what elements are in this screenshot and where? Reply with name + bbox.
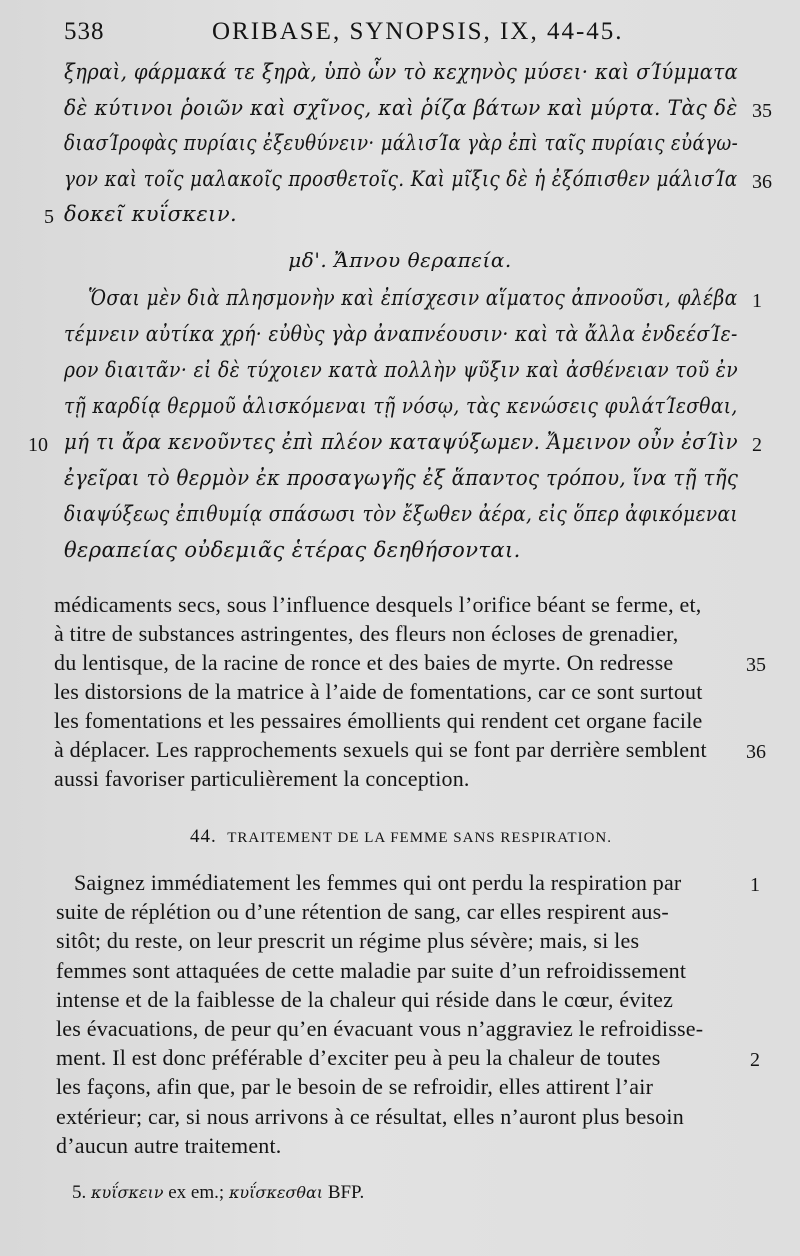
footnote [72, 1182, 364, 1204]
french-section-title [190, 826, 612, 848]
section-heading: TRAITEMENT DE LA FEMME SANS RESPIRATION. [227, 830, 612, 846]
text-line: aussi favoriser particulièrement la conception. [54, 766, 470, 791]
text-line: les fomentations et les pessaires émollients qui rendent cet organe facile [54, 708, 703, 733]
text-line: ρον διαιτᾶν· εἰ δὲ τύχοιεν κατὰ πολλὴν ψῦξιν καὶ ἀσθένειαν τοῦ ἐν [64, 358, 739, 382]
text-line: ἐγεῖραι τὸ θερμὸν ἐκ προσαγωγῆς ἐξ ἅπαντος τρόπου, ἵνα τῇ τῆς [64, 466, 739, 490]
text-line: à déplacer. Les rapprochements sexuels qui se font par derrière semblent [54, 737, 707, 762]
footnote-label: 5. [72, 1182, 87, 1203]
text-line: γον καὶ τοῖς μαλακοῖς προσθετοῖς. Καὶ μῖξις δὲ ἡ ἐξόπισθεν μάλισΊα [64, 166, 738, 191]
text-line: Ὅσαι μὲν διὰ πλησμονὴν καὶ ἐπίσχεσιν αἵματος ἀπνοοῦσι, φλέβα [88, 286, 738, 310]
text-line: suite de réplétion ou d’une rétention de sang, car elles respirent aus- [56, 899, 669, 925]
text-line: τῇ καρδίᾳ θερμοῦ ἁλισκόμεναι τῇ νόσῳ, τὰς κενώσεις φυλάτΊεσθαι, [64, 394, 738, 418]
text-line: intense et de la faiblesse de la chaleur qui réside dans le cœur, évitez [56, 986, 674, 1012]
text-line: ment. Il est donc préférable d’exciter peu à peu la chaleur de toutes [56, 1045, 661, 1071]
text-line: διασΊροφὰς πυρίαις ἐξευθύνειν· μάλισΊα γὰρ ἐπὶ ταῖς πυρίαις εὐάγω- [64, 131, 739, 155]
margin-number: 1 [752, 290, 762, 312]
margin-number: 2 [750, 1049, 760, 1072]
section-number: 44. [190, 826, 217, 847]
text-line: θεραπείας οὐδεμιᾶς ἑτέρας δεηθήσονται. [64, 538, 521, 562]
footnote-sigla: BFP. [327, 1182, 365, 1203]
text-line: d’aucun autre traitement. [56, 1132, 282, 1158]
text-line: femmes sont attaquées de cette maladie par suite d’un refroidissement [56, 957, 687, 983]
margin-number: 36 [746, 741, 766, 763]
text-line: δὲ κύτινοι ῥοιῶν καὶ σχῖνος, καὶ ῥίζα βάτων καὶ μύρτα. Τὰς δὲ [64, 95, 738, 120]
margin-number: 35 [752, 99, 772, 122]
text-line: les distorsions de la matrice à l’aide de fomentations, car ce sont surtout [54, 679, 703, 704]
text-line: médicaments secs, sous l’influence desquels l’orifice béant se ferme, et, [54, 592, 702, 617]
text-line: Saignez immédiatement les femmes qui ont perdu la respiration par [74, 870, 682, 895]
text-line: μή τι ἄρα κενοῦντες ἐπὶ πλέον καταψύξωμεν. Ἄμεινον οὖν ἐσΊὶν [64, 430, 738, 454]
margin-number: 35 [746, 654, 766, 676]
text-line: διαψύξεως ἐπιθυμίᾳ σπάσωσι τὸν ἔξωθεν ἀέρα, εἰς ὅπερ ἀφικόμεναι [64, 502, 739, 526]
text-line: sitôt; du reste, on leur prescrit un régime plus sévère; mais, si les [56, 928, 640, 954]
text-line: δοκεῖ κυΐσκειν. [64, 202, 238, 226]
greek-section-title: μδ'. Ἄπνου θεραπεία. [288, 248, 512, 272]
text-line: les évacuations, de peur qu’en évacuant vous n’aggraviez le refroidisse- [56, 1016, 704, 1041]
page-header [64, 18, 664, 54]
text-line: les façons, afin que, par le besoin de se refroidir, elles attirent l’air [56, 1074, 654, 1100]
text-line: ξηραὶ, φάρμακά τε ξηρὰ, ὑπὸ ὧν τὸ κεχηνὸς μύσει· καὶ σΊύμματα [64, 60, 739, 84]
margin-number: 1 [750, 874, 760, 896]
line-number: 5 [44, 206, 54, 228]
text-line: extérieur; car, si nous arrivons à ce résultat, elles n’auront plus besoin [56, 1103, 684, 1129]
margin-number: 2 [752, 434, 762, 456]
footnote-reading: κυΐσκειν [91, 1183, 164, 1202]
footnote-variant: κυΐσκεσθαι [228, 1183, 324, 1202]
line-number: 10 [28, 434, 48, 456]
page-number: 538 [64, 18, 105, 45]
text-line: du lentisque, de la racine de ronce et des baies de myrte. On redresse [54, 650, 674, 675]
running-title: ORIBASE, SYNOPSIS, IX, 44-45. [212, 18, 624, 45]
footnote-note: ex em.; [168, 1182, 225, 1203]
text-line: à titre de substances astringentes, des fleurs non écloses de grenadier, [54, 621, 679, 646]
margin-number: 36 [752, 170, 772, 193]
text-line: τέμνειν αὐτίκα χρή· εὐθὺς γὰρ ἀναπνέουσιν· καὶ τὰ ἄλλα ἐνδεέσΊε- [64, 322, 738, 346]
